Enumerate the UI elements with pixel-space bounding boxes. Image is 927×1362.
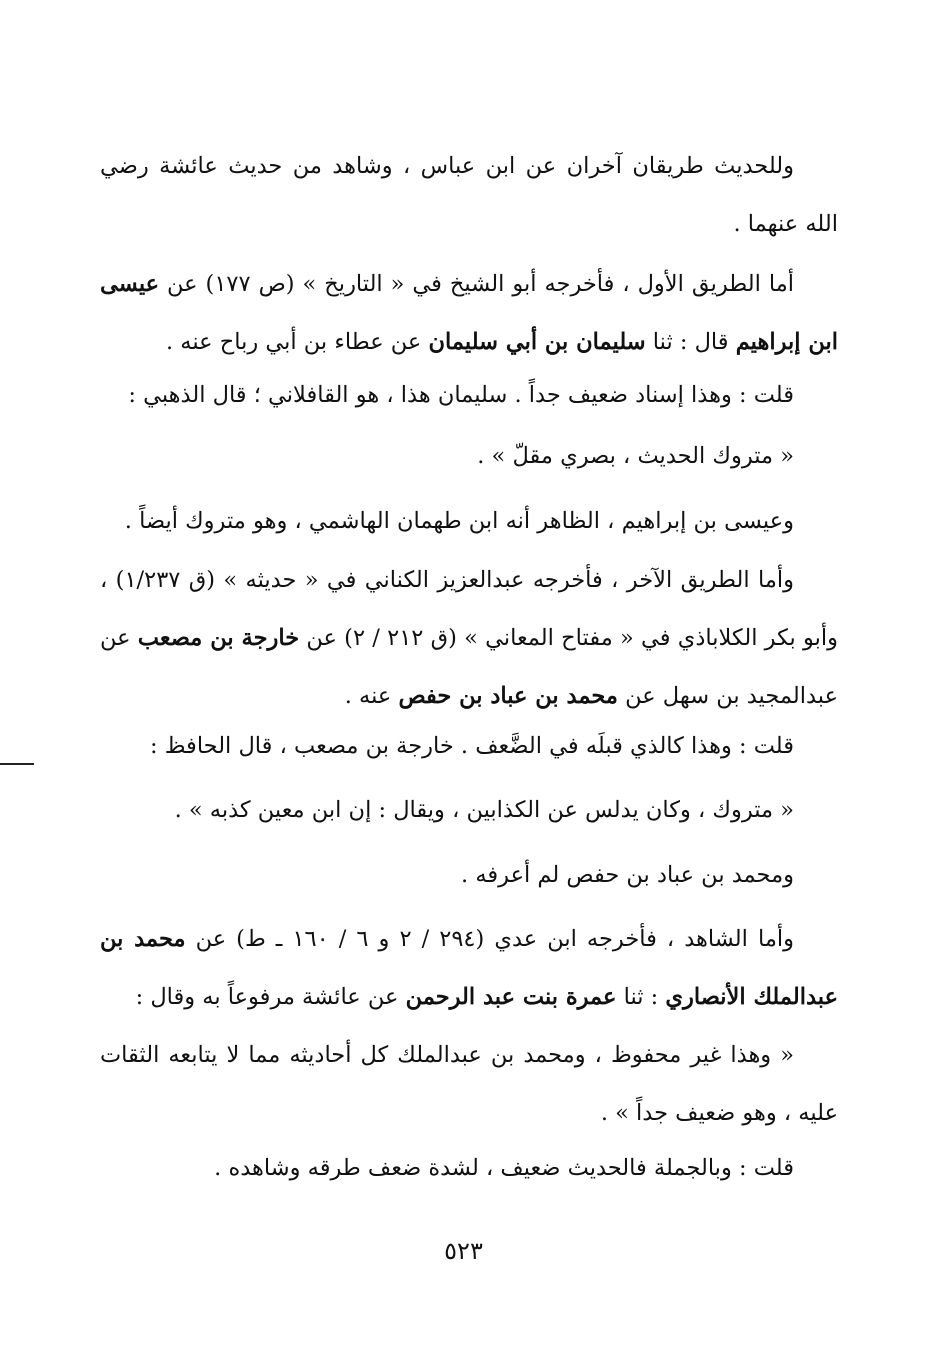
narrator-name: محمد بن عباد بن حفص — [398, 683, 618, 709]
paragraph-first-route — [100, 255, 838, 371]
paragraph-comment-4 — [100, 846, 838, 904]
paragraph-quote-2 — [100, 781, 838, 839]
paragraph-text: عن عطاء بن أبي رباح عنه . — [165, 329, 429, 355]
narrator-name: سليمان بن أبي سليمان — [428, 329, 646, 355]
paragraph-text: وأما الشاهد ، فأخرجه ابن عدي (٢٩٤ / ٢ و ٦ / ١٦٠ ـ ط) عن — [185, 926, 794, 952]
paragraph-conclusion — [100, 1139, 838, 1197]
paragraph-second-route — [100, 551, 838, 725]
quote-text: « متروك ، وكان يدلس عن الكذابين ، ويقال : إن ابن معين كذبه » . — [174, 797, 794, 823]
paragraph-quote-3 — [100, 1026, 838, 1142]
narrator-name: عيسى ابن إبراهيم — [100, 271, 838, 355]
paragraph-text: قلت : وهذا إسناد ضعيف جداً . سليمان هذا ، هو القافلاني ؛ قال الذهبي : — [128, 382, 794, 408]
paragraph-text: : ثنا — [616, 984, 666, 1010]
page-number: ٥٢٣ — [444, 1237, 483, 1265]
paragraph-quote-1 — [100, 427, 838, 485]
paragraph-witness — [100, 910, 838, 1026]
paragraph-comment-1 — [100, 366, 838, 424]
quote-text: « وهذا غير محفوظ ، ومحمد بن عبدالملك كل أحاديثه مما لا يتابعه الثقات عليه ، وهو ضعيف جداً » . — [100, 1042, 838, 1126]
paragraph-text: وأما الطريق الآخر ، فأخرجه عبدالعزيز الكناني في « حديثه » (ق ١/٢٣٧) ، وأبو بكر الكلاباذي في « مفتاح المعاني » (ق ٢١٢ / ٢) عن — [100, 567, 839, 651]
paragraph-text: أما الطريق الأول ، فأخرجه أبو الشيخ في « التاريخ » (ص ١٧٧) عن — [159, 271, 795, 297]
paragraph-text: ومحمد بن عباد بن حفص لم أعرفه . — [461, 862, 794, 888]
paragraph-text: عن عائشة مرفوعاً به وقال : — [135, 984, 406, 1010]
narrator-name: محمد بن عبدالملك الأنصاري — [100, 926, 838, 1010]
margin-mark — [0, 763, 34, 765]
paragraph-text: وعيسى بن إبراهيم ، الظاهر أنه ابن طهمان الهاشمي ، وهو متروك أيضاً . — [124, 508, 794, 534]
paragraph-comment-2 — [100, 492, 838, 550]
paragraph-text: وللحديث طريقان آخران عن ابن عباس ، وشاهد من حديث عائشة رضي الله عنهما . — [100, 153, 838, 237]
paragraph-comment-3 — [100, 717, 838, 775]
paragraph-intro — [100, 137, 838, 253]
paragraph-text: عن عبدالمجيد بن سهل عن — [100, 625, 838, 709]
paragraph-text: قلت : وهذا كالذي قبلَه في الضَّعف . خارجة بن مصعب ، قال الحافظ : — [149, 733, 794, 759]
narrator-name: خارجة بن مصعب — [137, 625, 300, 651]
paragraph-text: قال : ثنا — [645, 329, 736, 355]
paragraph-text: قلت : وبالجملة فالحديث ضعيف ، لشدة ضعف طرقه وشاهده . — [214, 1155, 794, 1181]
quote-text: « متروك الحديث ، بصري مقلّ » . — [477, 443, 794, 469]
narrator-name: عمرة بنت عبد الرحمن — [405, 984, 617, 1010]
paragraph-text: عنه . — [344, 683, 399, 709]
